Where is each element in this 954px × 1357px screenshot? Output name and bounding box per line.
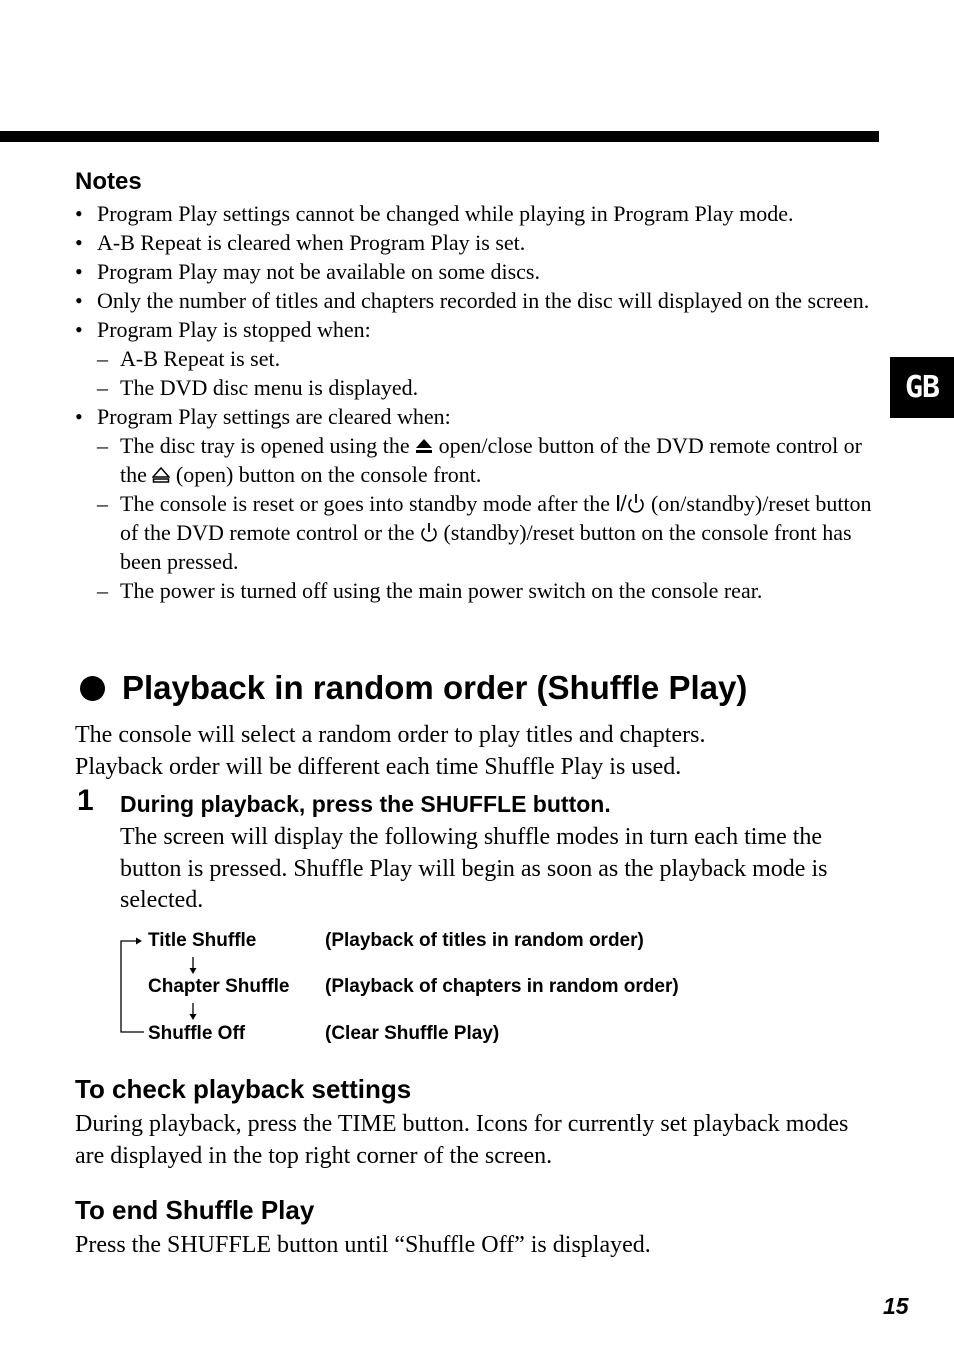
note-text: open/close button of the DVD remote control or the	[120, 433, 863, 487]
note-subitem	[75, 373, 875, 402]
bullet-circle-icon	[80, 676, 105, 701]
end-shuffle-body: Press the SHUFFLE button until “Shuffle Off” is displayed.	[75, 1232, 651, 1258]
note-item	[75, 257, 875, 286]
mode-name: Chapter Shuffle	[148, 976, 290, 997]
notes-list	[75, 199, 875, 605]
note-item	[75, 228, 875, 257]
note-text: Only the number of titles and chapters recorded in the disc will displayed on the screen.	[97, 288, 870, 313]
step-number: 1	[77, 784, 94, 817]
mode-name: Shuffle Off	[148, 1023, 246, 1044]
note-item	[75, 286, 875, 315]
notes-heading: Notes	[75, 168, 142, 195]
on-standby-icon	[615, 493, 645, 513]
note-subitem	[75, 576, 875, 605]
note-text: (on/standby)/reset button of the DVD remote control or the	[120, 491, 872, 545]
note-text: The power is turned off using the main power switch on the console rear.	[120, 578, 763, 603]
section-title	[75, 669, 747, 707]
section-title-text: Playback in random order (Shuffle Play)	[122, 669, 748, 706]
header-rule	[0, 131, 879, 142]
note-item	[75, 402, 875, 431]
check-settings-heading: To check playback settings	[75, 1074, 412, 1104]
note-text: The disc tray is opened using the	[120, 433, 410, 458]
intro-line: The console will select a random order to play titles and chapters.	[75, 722, 706, 748]
note-text: A-B Repeat is cleared when Program Play is set.	[97, 230, 526, 255]
section-intro	[75, 719, 865, 783]
check-settings-body: During playback, press the TIME button. Icons for currently set playback modes are displayed in the top right corner of the screen.	[75, 1111, 849, 1169]
shuffle-mode-cycle	[116, 926, 756, 1056]
step-body: The screen will display the following shuffle modes in turn each time the button is pressed. Shuffle Play will begin as soon as the playback mode is selected.	[120, 824, 828, 913]
note-text: Program Play settings cannot be changed while playing in Program Play mode.	[97, 201, 794, 226]
mode-description: (Clear Shuffle Play)	[325, 1023, 500, 1044]
note-text: The console is reset or goes into standby mode after the	[120, 491, 610, 516]
note-text: The DVD disc menu is displayed.	[120, 375, 419, 400]
open-icon	[152, 466, 170, 484]
note-item	[75, 199, 875, 228]
step-title: During playback, press the SHUFFLE button.	[120, 791, 611, 817]
note-text: Program Play settings are cleared when:	[97, 404, 451, 429]
note-text: Program Play is stopped when:	[97, 317, 371, 342]
mode-description: (Playback of chapters in random order)	[325, 976, 679, 997]
mode-name: Title Shuffle	[148, 930, 257, 951]
standby-icon	[420, 522, 438, 542]
note-text: (open) button on the console front.	[175, 462, 482, 487]
page-number: 15	[883, 1293, 909, 1319]
note-item	[75, 315, 875, 344]
eject-icon	[415, 437, 433, 455]
note-subitem	[75, 489, 875, 576]
mode-description: (Playback of titles in random order)	[325, 930, 644, 951]
end-shuffle-heading: To end Shuffle Play	[75, 1195, 315, 1225]
note-subitem	[75, 344, 875, 373]
note-text: (standby)/reset button on the console front has been pressed.	[120, 520, 852, 574]
note-text: A-B Repeat is set.	[120, 346, 281, 371]
note-subitem	[75, 431, 875, 489]
note-text: Program Play may not be available on some discs.	[97, 259, 540, 284]
intro-line: Playback order will be different each time Shuffle Play is used.	[75, 754, 682, 780]
language-tab: GB	[890, 357, 954, 418]
